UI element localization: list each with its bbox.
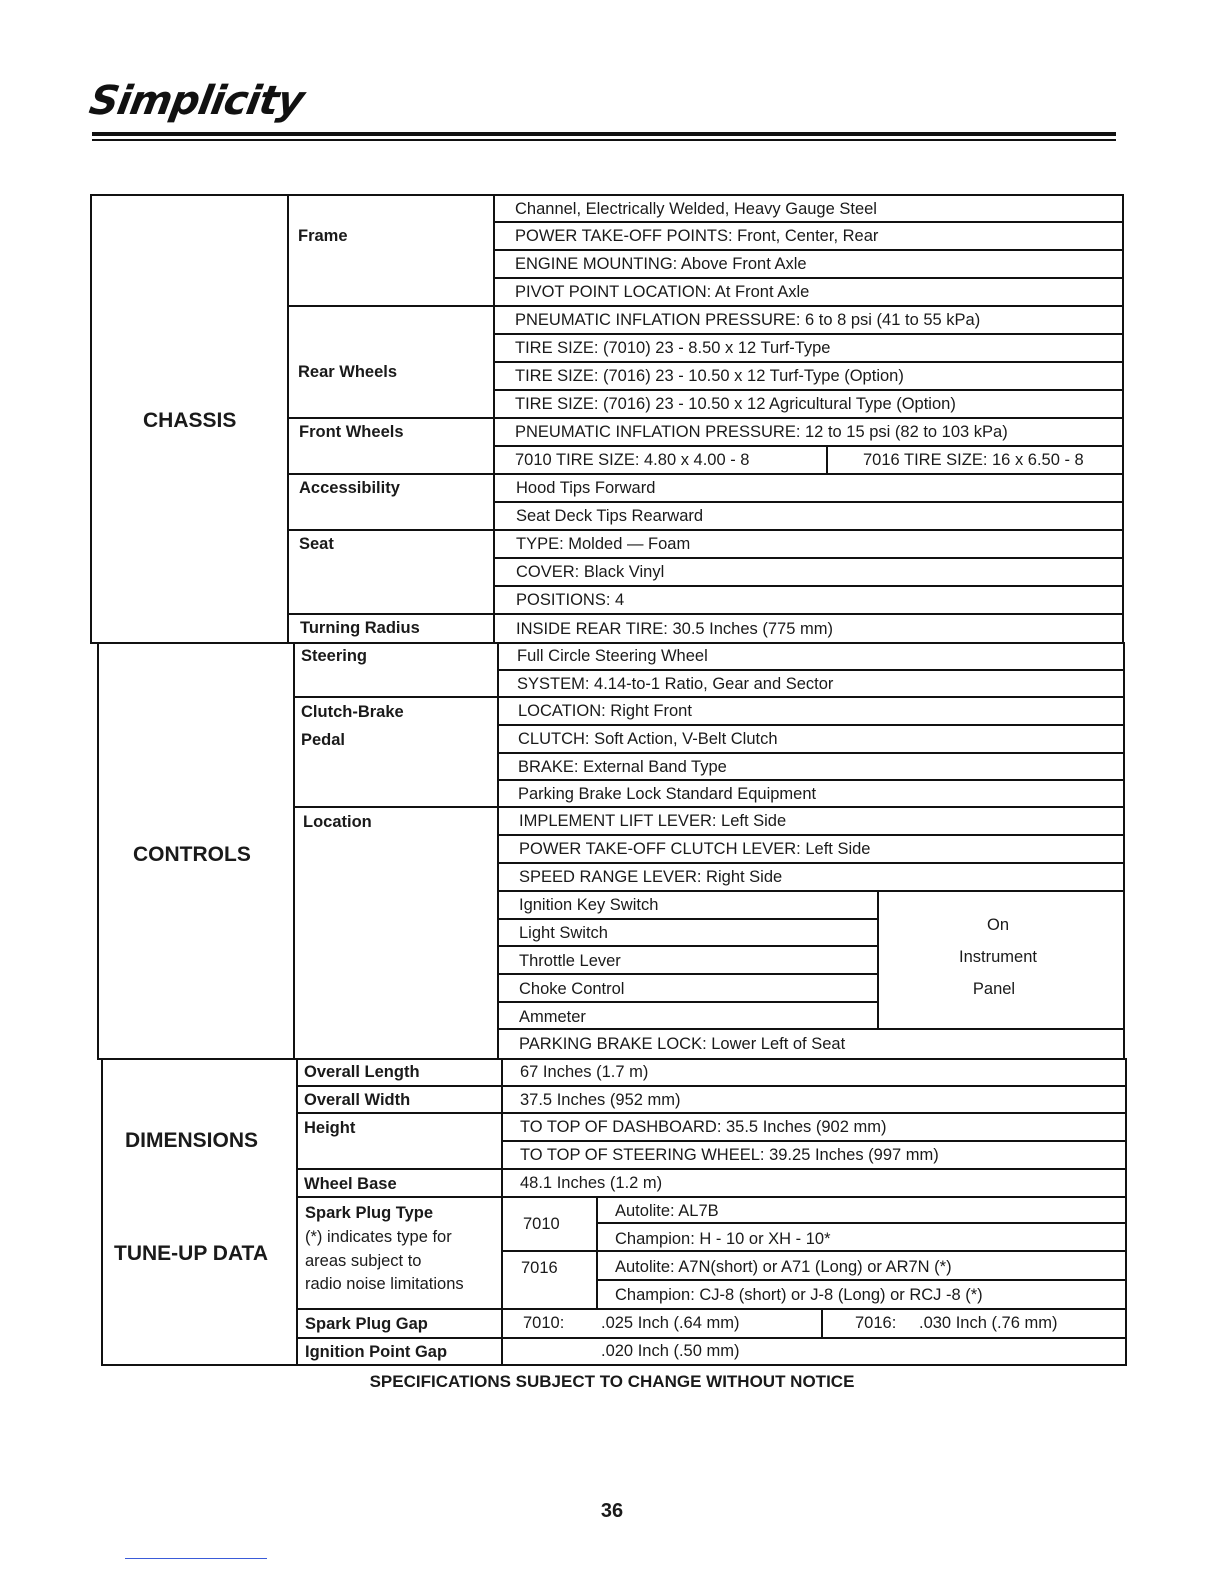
spec-loc-5: Light Switch [519,924,608,942]
spec-height-2: TO TOP OF STEERING WHEEL: 39.25 Inches (997 mm) [520,1146,939,1164]
spec-plug-3: Autolite: A7N(short) or A71 (Long) or AR7N (*) [615,1258,952,1276]
label-overall-width: Overall Width [304,1091,411,1109]
gap-7016-label: 7016: [855,1314,897,1332]
spec-plug-1: Autolite: AL7B [615,1202,719,1220]
spec-loc-6: Throttle Lever [519,952,621,970]
spec-loc-7: Choke Control [519,980,625,998]
label-overall-length: Overall Length [304,1063,420,1081]
spec-wheel-base: 48.1 Inches (1.2 m) [520,1174,663,1192]
spec-loc-8: Ammeter [519,1008,586,1026]
section-controls: CONTROLS [133,843,251,866]
spec-front-1: PNEUMATIC INFLATION PRESSURE: 12 to 15 psi (82 to 103 kPa) [515,423,1008,441]
spec-steer-1: Full Circle Steering Wheel [517,647,708,665]
spec-plug-4: Champion: CJ-8 (short) or J-8 (Long) or RCJ -8 (*) [615,1286,983,1304]
gap-7010-label: 7010: [523,1314,565,1332]
label-spark-plug-gap: Spark Plug Gap [305,1315,428,1333]
label-ignition-point-gap: Ignition Point Gap [305,1343,448,1361]
panel-line-3: Panel [972,980,1016,998]
label-clutch-brake: Clutch-Brake [301,703,404,721]
label-rear-wheels: Rear Wheels [298,363,398,381]
label-accessibility: Accessibility [299,479,400,497]
model-7010: 7010 [523,1215,560,1233]
header-rule [92,132,1116,136]
spec-clutch-2: CLUTCH: Soft Action, V-Belt Clutch [518,730,778,748]
spec-clutch-4: Parking Brake Lock Standard Equipment [518,785,817,803]
spec-loc-3: SPEED RANGE LEVER: Right Side [519,868,783,886]
spec-rear-2: TIRE SIZE: (7010) 23 - 8.50 x 12 Turf-Type [515,339,831,357]
panel-line-2: Instrument [959,948,1037,966]
spec-clutch-1: LOCATION: Right Front [518,702,692,720]
spec-frame-1: Channel, Electrically Welded, Heavy Gauge Steel [515,200,877,218]
spec-rear-1: PNEUMATIC INFLATION PRESSURE: 6 to 8 psi (41 to 55 kPa) [515,311,981,329]
panel-line-1: On [986,916,1009,934]
spec-access-1: Hood Tips Forward [516,479,656,497]
label-steering: Steering [301,647,368,665]
label-height: Height [304,1119,356,1137]
spec-steer-2: SYSTEM: 4.14-to-1 Ratio, Gear and Sector [517,675,834,693]
brand-logo: Simplicity [85,78,307,124]
model-7016: 7016 [521,1259,558,1277]
decorative-line [125,1558,267,1559]
spark-note-3: radio noise limitations [305,1275,464,1293]
spec-frame-3: ENGINE MOUNTING: Above Front Axle [515,255,807,273]
spec-length: 67 Inches (1.7 m) [520,1063,649,1081]
spec-seat-3: POSITIONS: 4 [516,591,625,609]
spec-front-2a: 7010 TIRE SIZE: 4.80 x 4.00 - 8 [515,451,750,469]
gap-7016-value: .030 Inch (.76 mm) [919,1314,1058,1332]
spec-frame-2: POWER TAKE-OFF POINTS: Front, Center, Rear [515,227,879,245]
spec-loc-4: Ignition Key Switch [519,896,659,914]
spec-frame-4: PIVOT POINT LOCATION: At Front Axle [515,283,810,301]
spark-note-1: (*) indicates type for [305,1228,452,1246]
label-wheel-base: Wheel Base [304,1175,397,1193]
spec-plug-2: Champion: H - 10 or XH - 10* [615,1230,831,1248]
label-front-wheels: Front Wheels [299,423,404,441]
spec-access-2: Seat Deck Tips Rearward [516,507,704,525]
label-turning-radius: Turning Radius [300,619,420,637]
section-chassis: CHASSIS [143,409,237,432]
spark-note-2: areas subject to [305,1252,422,1270]
header-rule-thin [92,139,1116,141]
label-spark-plug-type: Spark Plug Type [305,1204,434,1222]
page-number: 36 [600,1500,624,1522]
label-seat: Seat [299,535,334,553]
spec-rear-4: TIRE SIZE: (7016) 23 - 10.50 x 12 Agricultural Type (Option) [515,395,956,413]
spec-loc-1: IMPLEMENT LIFT LEVER: Left Side [519,812,787,830]
spec-width: 37.5 Inches (952 mm) [520,1091,681,1109]
spec-turning-1: INSIDE REAR TIRE: 30.5 Inches (775 mm) [516,620,833,638]
spec-seat-1: TYPE: Molded — Foam [516,535,691,553]
spec-rear-3: TIRE SIZE: (7016) 23 - 10.50 x 12 Turf-Type (Option) [515,367,904,385]
spec-loc-2: POWER TAKE-OFF CLUTCH LEVER: Left Side [519,840,871,858]
section-tuneup: TUNE-UP DATA [114,1242,268,1265]
label-pedal: Pedal [301,731,346,749]
spec-loc-9: PARKING BRAKE LOCK: Lower Left of Seat [519,1035,846,1053]
label-location: Location [303,813,372,831]
footer-notice: SPECIFICATIONS SUBJECT TO CHANGE WITHOUT NOTICE [369,1372,855,1391]
spec-seat-2: COVER: Black Vinyl [516,563,665,581]
spec-front-2b: 7016 TIRE SIZE: 16 x 6.50 - 8 [863,451,1084,469]
spec-clutch-3: BRAKE: External Band Type [518,758,727,776]
spec-height-1: TO TOP OF DASHBOARD: 35.5 Inches (902 mm) [520,1118,887,1136]
spec-ignition-gap: .020 Inch (.50 mm) [601,1342,740,1360]
section-dimensions: DIMENSIONS [125,1129,259,1152]
label-frame: Frame [298,227,348,245]
gap-7010-value: .025 Inch (.64 mm) [601,1314,740,1332]
